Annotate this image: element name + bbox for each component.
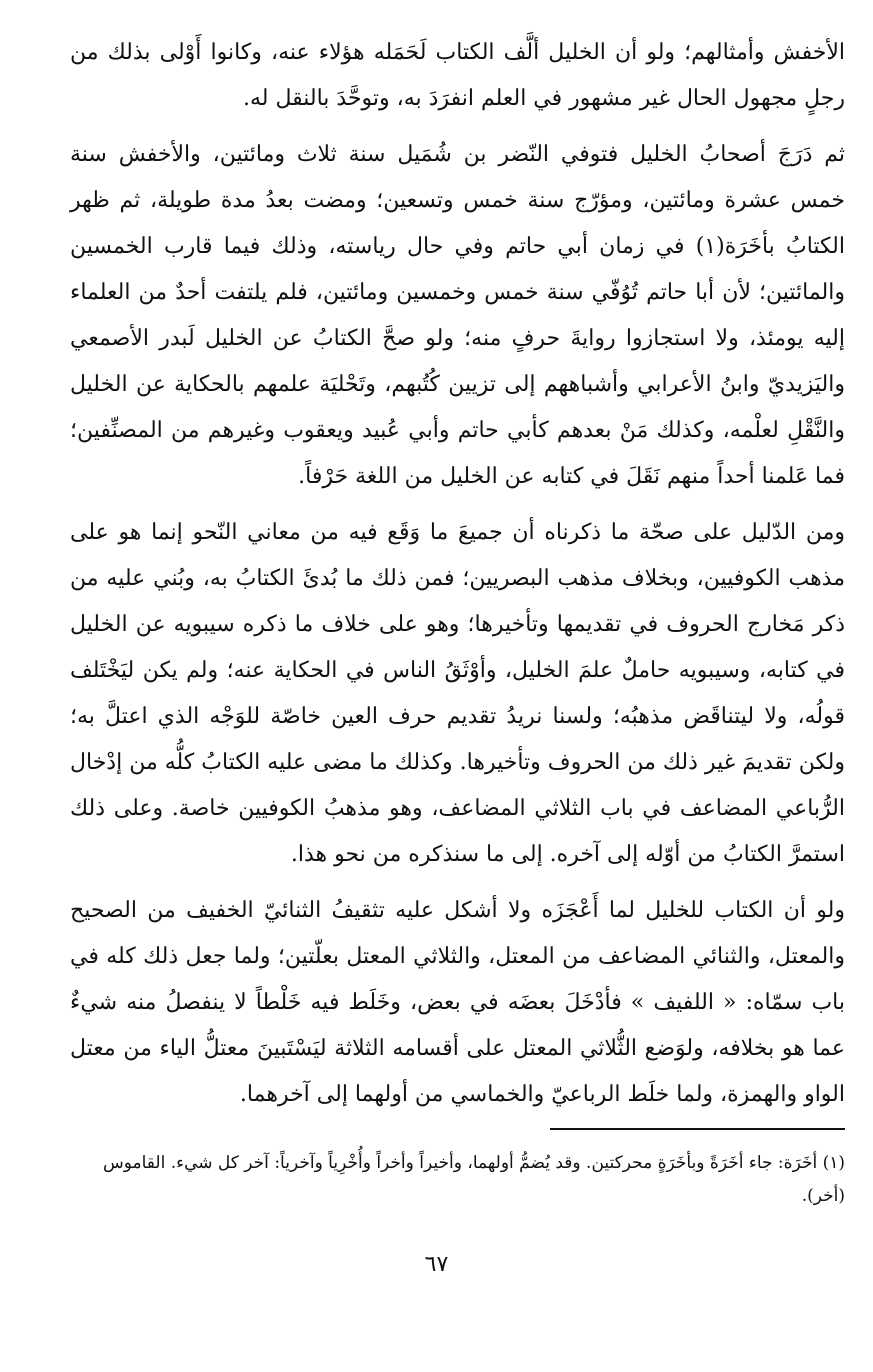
footnote: (١) أخَرَة: جاء أخَرَةً وبأخَرَةٍ محركتين. وقد يُضمُّ أولهما، وأخيراً وأخراً وأُخْرِياً وآخرياً: آخر كل شيء. القاموس (أخر). (102, 1153, 845, 1206)
page-number: ٦٧ (424, 1252, 449, 1277)
page (70, 30, 845, 1118)
paragraph-2: ثم دَرَجَ أصحابُ الخليل فتوفي النّضر بن شُمَيل سنة ثلاث ومائتين، والأخفش سنة خمس عشرة ومائتين، ومؤرّج سنة خمس وتسعين؛ ومضت بعدُ مدة طويلة، ثم ظهر الكتابُ بأخَرَة(١) في زمان أبي حاتم وفي حال رياسته، وذلك فيما قارب الخمسين والمائتين؛ لأن أبا حاتم تُوُفّي سنة خمس وخمسين ومائتين، فلم يلتفت أحدٌ من العلماء إليه يومئذ، ولا استجازوا روايةَ حرفٍ منه؛ ولو صحَّ الكتابُ عن الخليل لَبدر الأصمعي واليَزيديّ وابنُ الأعرابي وأشباههم إلى تزيين كُتُبهم، وتَحْليَة علمهم بالحكاية عن الخليل والنَّقْلِ لعلْمه، وكذلك مَنْ بعدهم كأبي حاتم وأبي عُبيد ويعقوب وغيرهم من المصنِّفين؛ فما عَلمنا أحداً منهم نَقَلَ في كتابه عن الخليل من اللغة حَرْفاً. (70, 142, 846, 489)
paragraph-3: ومن الدّليل على صحّة ما ذكرناه أن جميعَ ما وَقَع فيه من معاني النّحو إنما هو على مذهب الكوفيين، وبخلاف مذهب البصريين؛ فمن ذلك ما بُدئَ الكتابُ به، وبُني عليه من ذكر مَخارج الحروف في تقديمها وتأخيرها؛ وهو على خلاف ما ذكره سيبويه عن الخليل في كتابه، وسيبويه حاملٌ علمَ الخليل، وأوْثَقُ الناس في الحكاية عنه؛ ولم يكن ليَخْتَلف قولُه، ولا ليتناقَض مذهبُه؛ ولسنا نريدُ تقديم حرف العين خاصّة للوَجْه الذي اعتلَّ به؛ ولكن تقديمَ غير ذلك من الحروف وتأخيرها. وكذلك ما مضى عليه الكتابُ كلُّه من إدْخال الرُّباعي المضاعف في باب الثلاثي المضاعف، وهو مذهبُ الكوفيين خاصة. وعلى ذلك استمرَّ الكتابُ من أوّله إلى آخره. إلى ما سنذكره من نحو هذا. (70, 520, 846, 867)
footnote-divider (550, 1128, 845, 1130)
paragraph-4: ولو أن الكتاب للخليل لما أَعْجَزَه ولا أشكل عليه تثقيفُ الثنائيّ الخفيف من الصحيح والمعتل، والثنائي المضاعف من المعتل، والثلاثي المعتل بعلّتين؛ ولما جعل ذلك كله في باب سمّاه: « اللفيف » فأدْخَلَ بعضَه في بعض، وخَلَط فيه خَلْطاً لا ينفصلُ منه شيءٌ عما هو بخلافه، ولوَضع الثُّلاثي المعتل على أقسامه الثلاثة ليَسْتَبينَ معتلُّ الياء من معتل الواو والهمزة، ولما خلَط الرباعيّ والخماسي من أولهما إلى آخرهما. (70, 898, 845, 1107)
body-text (70, 30, 845, 1118)
paragraph-1: الأخفش وأمثالهم؛ ولو أن الخليل ألَّف الكتاب لَحَمَله هؤلاء عنه، وكانوا أَوْلى بذلك من رجلٍ مجهول الحال غير مشهور في العلم انفرَدَ به، وتوحَّدَ بالنقل له. (70, 40, 845, 111)
